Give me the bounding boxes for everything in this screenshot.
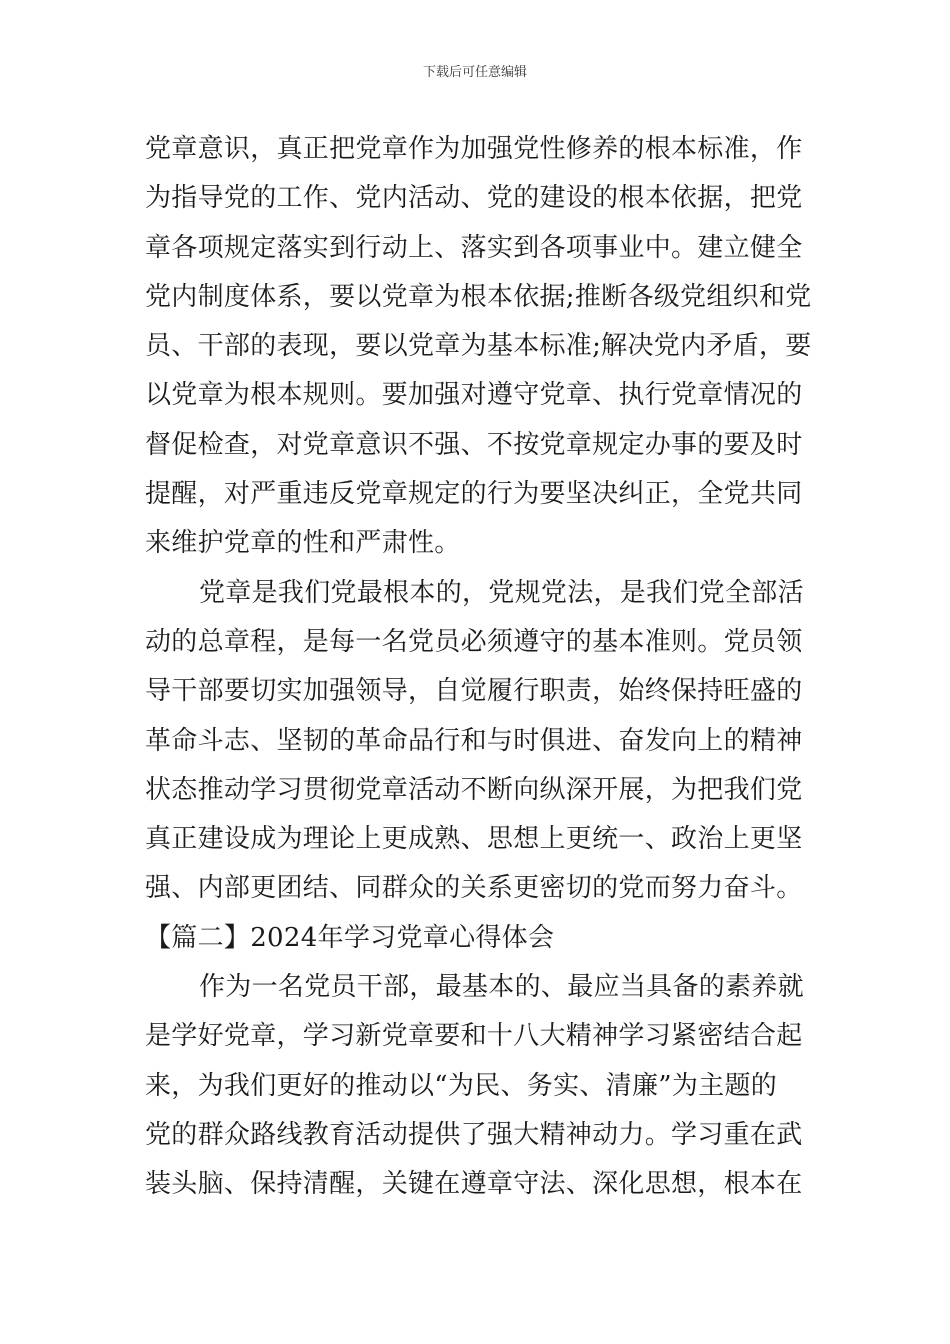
body-line: 以党章为根本规则。要加强对遵守党章、执行党章情况的 (145, 380, 803, 411)
document-body (145, 125, 810, 1210)
paragraph-start-line: 作为一名党员干部，最基本的、最应当具备的素养就 (199, 972, 804, 1003)
body-line: 装头脑、保持清醒，关键在遵章守法、深化思想，根本在 (145, 1169, 803, 1200)
section-heading: 【篇二】2024年学习党章心得体会 (145, 922, 555, 953)
body-line: 党的群众路线教育活动提供了强大精神动力。学习重在武 (145, 1119, 803, 1150)
body-line: 是学好党章，学习新党章要和十八大精神学习紧密结合起 (145, 1021, 803, 1052)
paragraph-start-line: 党章是我们党最根本的，党规党法，是我们党全部活 (199, 577, 804, 608)
body-line: 导干部要切实加强领导，自觉履行职责，始终保持旺盛的 (145, 676, 803, 707)
body-line: 强、内部更团结、同群众的关系更密切的党而努力奋斗。 (145, 873, 803, 904)
body-line: 章各项规定落实到行动上、落实到各项事业中。建立健全 (145, 232, 803, 263)
body-line: 党章意识，真正把党章作为加强党性修养的根本标准，作 (145, 134, 803, 164)
body-line: 党内制度体系，要以党章为根本依据;推断各级党组织和党 (145, 281, 812, 312)
download-note: 下载后可任意编辑 (422, 65, 527, 80)
body-line: 动的总章程，是每一名党员必须遵守的基本准则。党员领 (145, 626, 803, 657)
body-line: 为指导党的工作、党内活动、党的建设的根本依据，把党 (145, 183, 803, 214)
body-line: 来维护党章的性和严肃性。 (145, 528, 461, 559)
body-line: 督促检查，对党章意识不强、不按党章规定办事的要及时 (145, 429, 803, 460)
body-line: 革命斗志、坚韧的革命品行和与时俱进、奋发向上的精神 (145, 725, 803, 756)
body-line: 状态推动学习贯彻党章活动不断向纵深开展，为把我们党 (145, 774, 803, 805)
body-line: 真正建设成为理论上更成熟、思想上更统一、政治上更坚 (145, 824, 803, 855)
body-line: 来，为我们更好的推动以“为民、务实、清廉”为主题的 (145, 1070, 778, 1101)
body-line: 提醒，对严重违反党章规定的行为要坚决纠正，全党共同 (145, 479, 803, 510)
body-line: 员、干部的表现，要以党章为基本标准;解决党内矛盾，要 (145, 331, 812, 362)
